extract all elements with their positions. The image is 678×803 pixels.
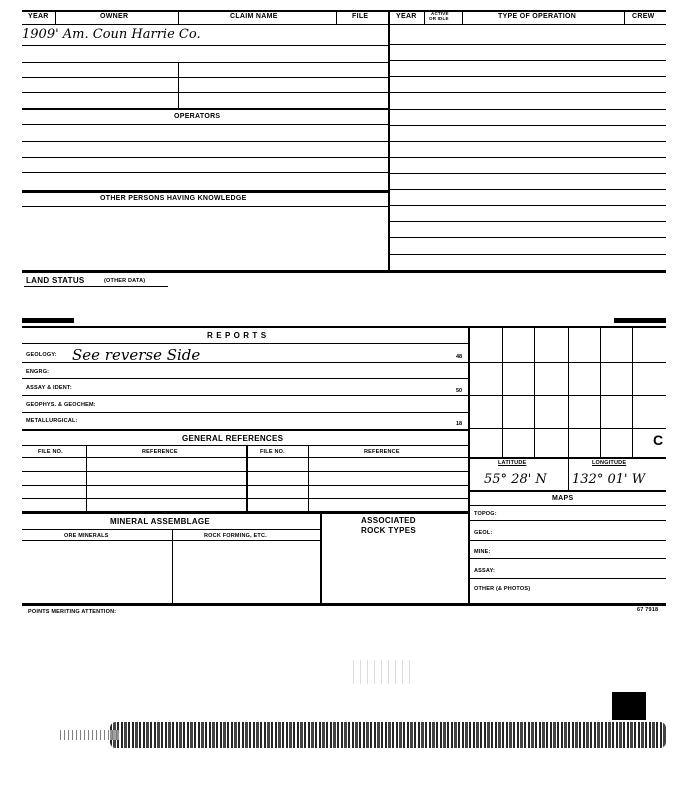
- general-references-heading: GENERAL REFERENCES: [182, 434, 284, 443]
- ref-col-file-no-1: FILE NO.: [38, 449, 63, 455]
- maps-assay: ASSAY:: [474, 568, 496, 574]
- scan-noise-faint: [350, 660, 410, 684]
- scan-noise-band-edge: [60, 730, 120, 740]
- points-meriting-attention: POINTS MERITING ATTENTION:: [28, 609, 117, 615]
- ore-minerals-col: ORE MINERALS: [64, 533, 109, 539]
- report-num-1: 48: [456, 354, 463, 360]
- maps-other: OTHER (& PHOTOS): [474, 586, 531, 592]
- maps-geol: GEOL:: [474, 530, 493, 536]
- ref-col-reference-1: REFERENCE: [142, 449, 178, 455]
- col-crew: CREW: [632, 13, 655, 20]
- col-file: FILE: [352, 13, 369, 20]
- longitude-value: 132° 01' W: [572, 472, 646, 487]
- col-type-of-operation: TYPE OF OPERATION: [498, 13, 577, 20]
- scan-square-mark: [612, 692, 646, 720]
- owner-entry: 1909' Am. Coun Harrie Co.: [22, 27, 201, 42]
- other-persons-heading: OTHER PERSONS HAVING KNOWLEDGE: [100, 195, 247, 202]
- col-owner: OWNER: [100, 13, 129, 20]
- latitude-value: 55° 28' N: [484, 472, 547, 487]
- ref-col-file-no-2: FILE NO.: [260, 449, 285, 455]
- maps-mine: MINE:: [474, 549, 491, 555]
- mineral-assemblage-heading: MINERAL ASSEMBLAGE: [110, 517, 211, 526]
- geology-label: GEOLOGY:: [26, 352, 57, 358]
- report-num-3: 18: [456, 421, 463, 427]
- col-active-1: ACTIVE: [431, 11, 449, 16]
- form-number: 67 7918: [637, 607, 659, 613]
- report-num-2: 50: [456, 388, 463, 394]
- land-status-heading: LAND STATUS: [26, 276, 85, 285]
- longitude-label: LONGITUDE: [592, 460, 627, 466]
- ref-col-reference-2: REFERENCE: [364, 449, 400, 455]
- operators-heading: OPERATORS: [174, 113, 221, 120]
- scan-noise-band: [110, 722, 666, 748]
- associated-rock-types-1: ASSOCIATED: [361, 516, 416, 525]
- geology-entry: See reverse Side: [72, 346, 201, 364]
- geophys-label: GEOPHYS. & GEOCHEM:: [26, 402, 96, 408]
- col-year-2: YEAR: [396, 13, 417, 20]
- assay-ident-label: ASSAY & IDENT:: [26, 385, 72, 391]
- col-claim-name: CLAIM NAME: [230, 13, 278, 20]
- rock-forming-col: ROCK FORMING, ETC.: [204, 533, 267, 539]
- maps-topog: TOPOG:: [474, 511, 497, 517]
- metallurgical-label: METALLURGICAL:: [26, 418, 78, 424]
- engrg-label: ENGRG:: [26, 369, 50, 375]
- maps-heading: MAPS: [552, 495, 574, 502]
- reports-heading: R E P O R T S: [207, 331, 267, 340]
- col-year: YEAR: [28, 13, 49, 20]
- partial-grid-symbol: C: [653, 432, 664, 448]
- associated-rock-types-2: ROCK TYPES: [361, 526, 417, 535]
- col-active-2: OR IDLE: [429, 16, 449, 21]
- latitude-label: LATITUDE: [498, 460, 527, 466]
- land-status-sub: (OTHER DATA): [104, 278, 146, 284]
